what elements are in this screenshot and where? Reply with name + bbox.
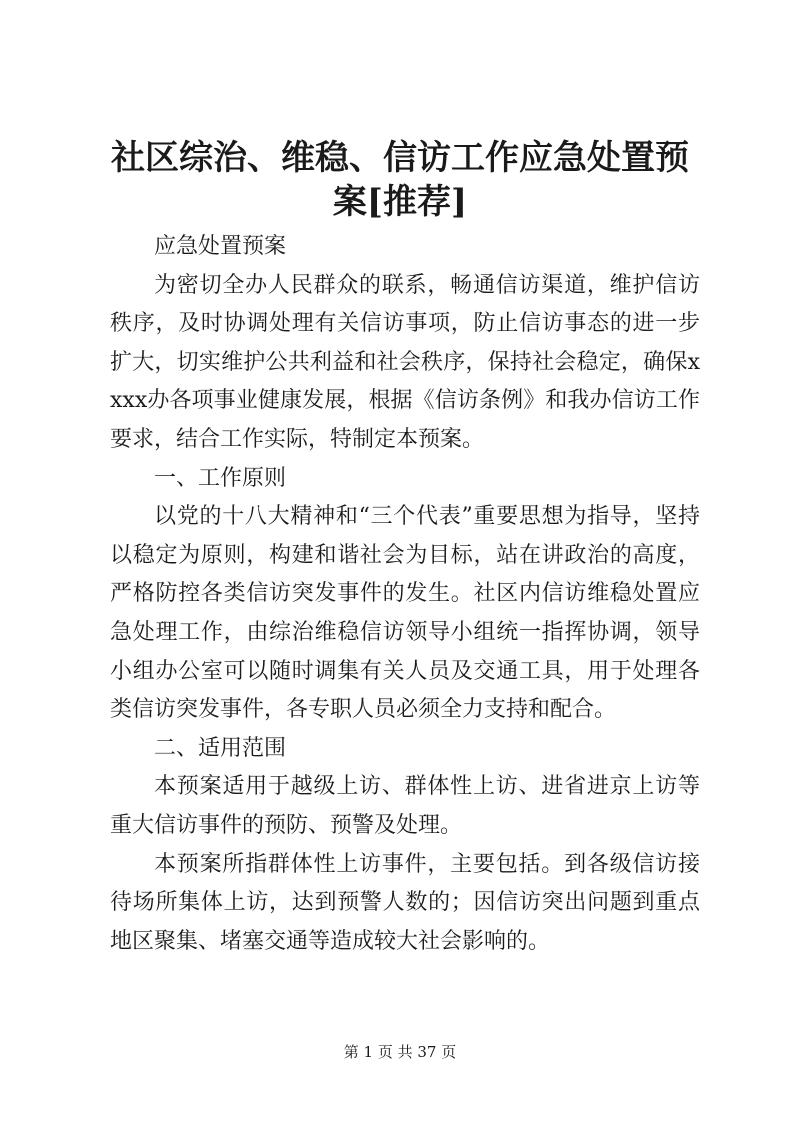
section-heading-principles: 一、工作原则 bbox=[154, 465, 287, 491]
paragraph-group-petition: 本预案所指群体性上访事件，主要包括。到各级信访接待场所集体上访，达到预警人数的；因信访突出问题到重点地区聚集、堵塞交通等造成较大社会影响的。 bbox=[110, 851, 700, 954]
paragraph-principles: 以党的十八大精神和“三个代表”重要思想为指导，坚持以稳定为原则，构建和谐社会为目标，站在讲政治的高度，严格防控各类信访突发事件的发生。社区内信访维稳处置应急处理工作，由综治维稳信访领导小组统一指挥协调，领导小组办公室可以随时调集有关人员及交通工具，用于处理各类信访突发事件，各专职人员必须全力支持和配合。 bbox=[110, 504, 700, 723]
document-title: 社区综治、维稳、信访工作应急处置预案[推荐] bbox=[111, 138, 689, 222]
page-number-footer: 第 1 页 共 37 页 bbox=[343, 1043, 457, 1061]
paragraph-heading-plan: 应急处置预案 bbox=[154, 234, 287, 259]
paragraph-intro: 为密切全办人民群众的联系，畅通信访渠道，维护信访秩序，及时协调处理有关信访事项，防止信访事态的进一步扩大，切实维护公共利益和社会秩序，保持社会稳定，确保xxxx办各项事业健康发展，根据《信访条例》和我办信访工作要求，结合工作实际，特制定本预案。 bbox=[110, 272, 700, 452]
paragraph-scope: 本预案适用于越级上访、群体性上访、进省进京上访等重大信访事件的预防、预警及处理。 bbox=[110, 774, 700, 838]
section-heading-scope: 二、适用范围 bbox=[154, 735, 287, 761]
document-body bbox=[110, 228, 700, 961]
